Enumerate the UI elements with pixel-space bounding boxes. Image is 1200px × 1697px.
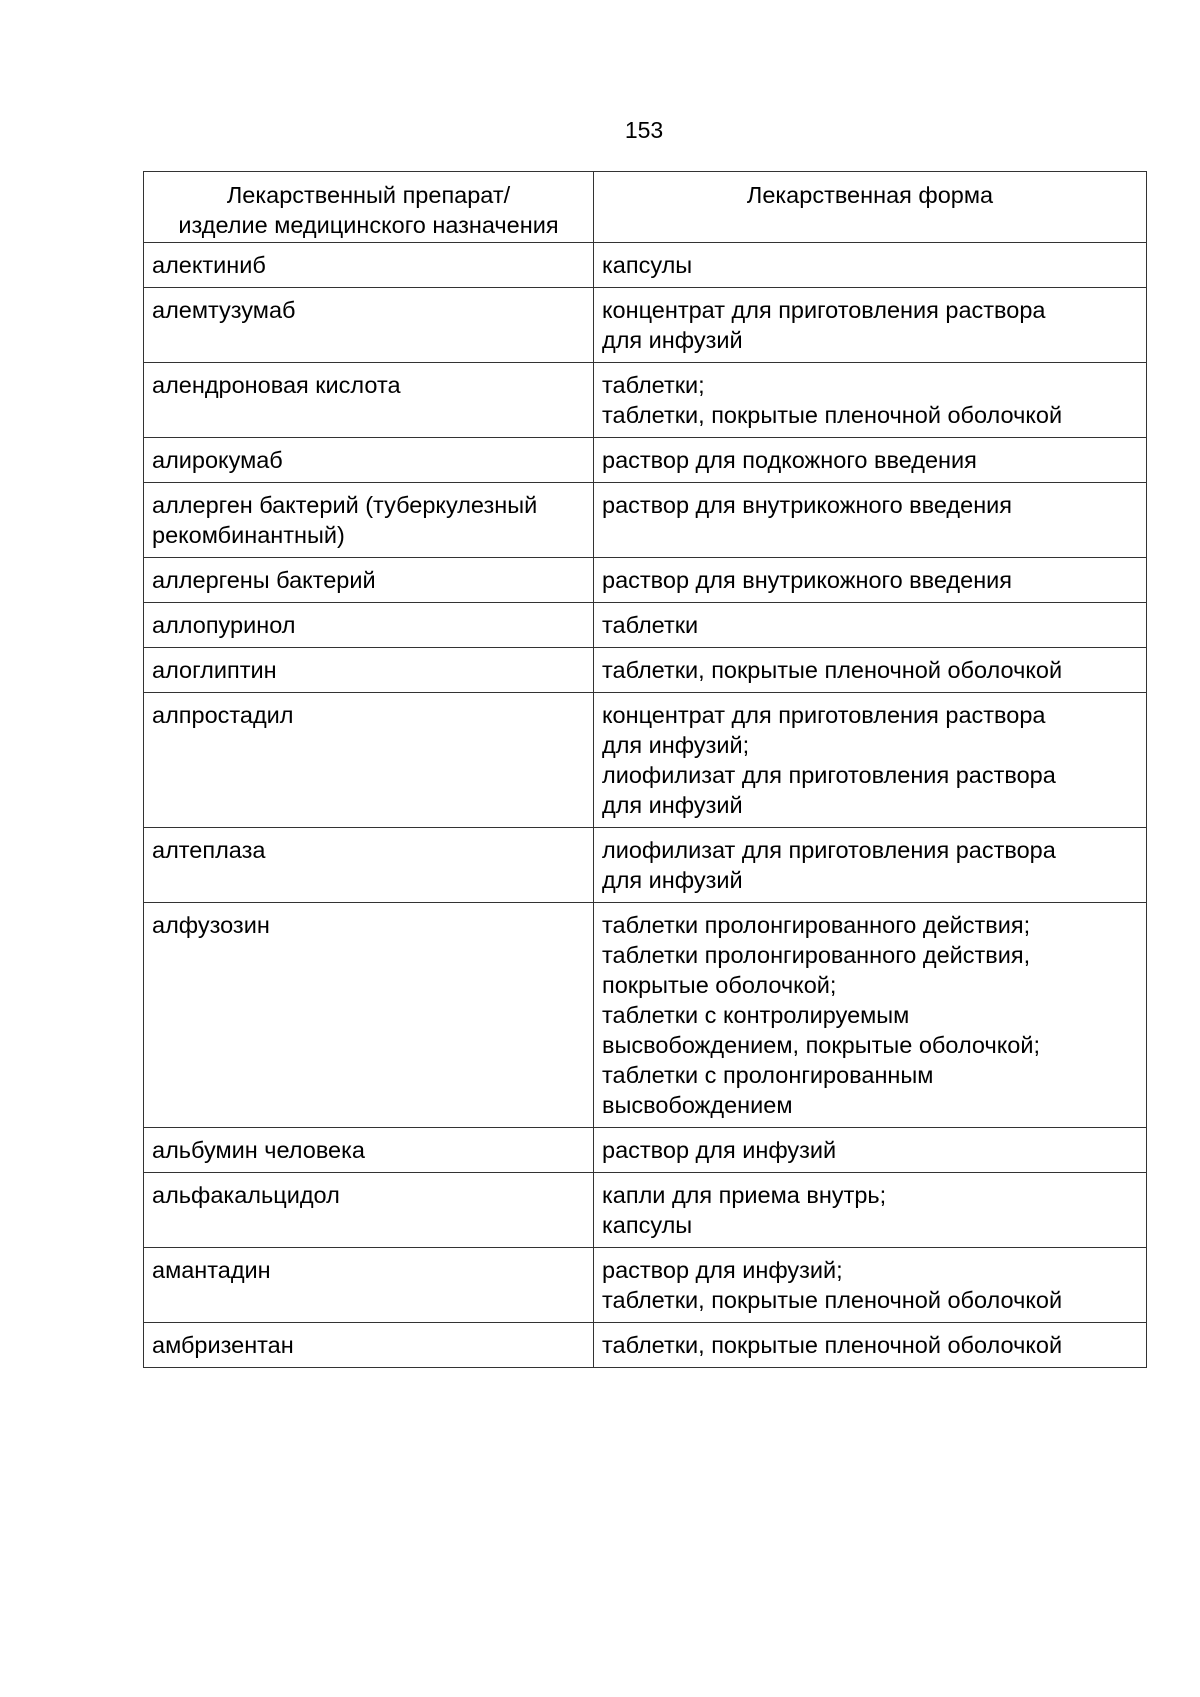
- drug-form-line: капсулы: [602, 252, 693, 278]
- table-row: [144, 483, 1147, 558]
- drug-form-cell: [594, 483, 1147, 558]
- drug-form-line: раствор для подкожного введения: [602, 447, 977, 473]
- header-line: изделие медицинского назначения: [178, 212, 559, 238]
- drug-form-line: раствор для инфузий: [602, 1137, 837, 1163]
- drug-form-line: капсулы: [602, 1212, 693, 1238]
- page-number: 153: [624, 117, 664, 143]
- drug-form-line: лиофилизат для приготовления раствора: [602, 837, 1056, 863]
- drug-form-cell: [594, 288, 1147, 363]
- table-row: [144, 903, 1147, 1128]
- drug-name-line: аллерген бактерий (туберкулезный: [152, 492, 538, 518]
- drug-form-cell: [594, 558, 1147, 603]
- drug-name-line: альбумин человека: [152, 1137, 365, 1163]
- drug-form-cell: [594, 363, 1147, 438]
- drug-name-line: алтеплаза: [152, 837, 266, 863]
- drug-form-line: таблетки с контролируемым: [602, 1002, 910, 1028]
- drug-form-line: таблетки пролонгированного действия;: [602, 912, 1031, 938]
- drug-name-cell: [144, 903, 594, 1128]
- drug-name-cell: [144, 243, 594, 288]
- drug-form-line: концентрат для приготовления раствора: [602, 297, 1046, 323]
- drug-form-cell: [594, 603, 1147, 648]
- drug-form-line: таблетки, покрытые пленочной оболочкой: [602, 657, 1063, 683]
- table-header-row: [144, 172, 1147, 243]
- drug-form-line: покрытые оболочкой;: [602, 972, 837, 998]
- drug-form-cell: [594, 1173, 1147, 1248]
- header-line: Лекарственный препарат/: [226, 182, 511, 208]
- drug-form-line: для инфузий;: [602, 732, 750, 758]
- header-line: Лекарственная форма: [746, 182, 994, 208]
- table-row: [144, 243, 1147, 288]
- drug-name-cell: [144, 648, 594, 693]
- drug-form-cell: [594, 828, 1147, 903]
- header-form: [594, 172, 1147, 243]
- drug-name-line: аллергены бактерий: [152, 567, 376, 593]
- drug-form-line: раствор для внутрикожного введения: [602, 492, 1013, 518]
- drug-name-cell: [144, 828, 594, 903]
- table-row: [144, 1323, 1147, 1368]
- drug-name-cell: [144, 1128, 594, 1173]
- drug-name-line: амантадин: [152, 1257, 271, 1283]
- table-row: [144, 1248, 1147, 1323]
- table-row: [144, 1173, 1147, 1248]
- drug-form-line: высвобождением: [602, 1092, 793, 1118]
- drug-name-cell: [144, 693, 594, 828]
- drug-form-line: высвобождением, покрытые оболочкой;: [602, 1032, 1040, 1058]
- drug-name-cell: [144, 1248, 594, 1323]
- drug-form-cell: [594, 438, 1147, 483]
- drug-form-line: для инфузий: [602, 867, 743, 893]
- drug-form-cell: [594, 1128, 1147, 1173]
- table-row: [144, 693, 1147, 828]
- drug-form-line: для инфузий: [602, 792, 743, 818]
- table-row: [144, 288, 1147, 363]
- drug-name-line: аллопуринол: [152, 612, 296, 638]
- drug-name-cell: [144, 438, 594, 483]
- drug-name-line: алфузозин: [152, 912, 270, 938]
- drug-name-line: рекомбинантный): [152, 522, 345, 548]
- drug-name-line: амбризентан: [152, 1332, 294, 1358]
- table-row: [144, 828, 1147, 903]
- drug-form-line: таблетки;: [602, 372, 705, 398]
- table-row: [144, 1128, 1147, 1173]
- drug-name-cell: [144, 1173, 594, 1248]
- drug-form-cell: [594, 693, 1147, 828]
- table-row: [144, 558, 1147, 603]
- drug-name-cell: [144, 483, 594, 558]
- drug-name-line: алирокумаб: [152, 447, 283, 473]
- drug-form-line: таблетки: [602, 612, 699, 638]
- drug-form-cell: [594, 243, 1147, 288]
- drug-name-cell: [144, 363, 594, 438]
- drug-form-line: раствор для внутрикожного введения: [602, 567, 1013, 593]
- drug-form-cell: [594, 903, 1147, 1128]
- table-row: [144, 438, 1147, 483]
- table-body: [144, 243, 1147, 1368]
- table-row: [144, 363, 1147, 438]
- table-row: [144, 603, 1147, 648]
- drug-form-line: таблетки, покрытые пленочной оболочкой: [602, 402, 1063, 428]
- drug-name-line: алендроновая кислота: [152, 372, 401, 398]
- drug-form-line: лиофилизат для приготовления раствора: [602, 762, 1056, 788]
- drug-name-line: алпростадил: [152, 702, 294, 728]
- drug-name-cell: [144, 603, 594, 648]
- drug-form-line: таблетки, покрытые пленочной оболочкой: [602, 1332, 1063, 1358]
- drug-form-cell: [594, 1248, 1147, 1323]
- drug-form-line: таблетки с пролонгированным: [602, 1062, 934, 1088]
- header-drug: [144, 172, 594, 243]
- drug-form-line: концентрат для приготовления раствора: [602, 702, 1046, 728]
- drug-form-line: раствор для инфузий;: [602, 1257, 843, 1283]
- drug-name-cell: [144, 1323, 594, 1368]
- drug-form-line: таблетки пролонгированного действия,: [602, 942, 1031, 968]
- drug-form-line: для инфузий: [602, 327, 743, 353]
- drug-form-line: таблетки, покрытые пленочной оболочкой: [602, 1287, 1063, 1313]
- drug-name-cell: [144, 288, 594, 363]
- drug-form-cell: [594, 648, 1147, 693]
- drug-forms-table: [143, 171, 1147, 1368]
- table-row: [144, 648, 1147, 693]
- drug-name-line: алоглиптин: [152, 657, 277, 683]
- drug-name-line: алектиниб: [152, 252, 266, 278]
- drug-form-cell: [594, 1323, 1147, 1368]
- drug-name-cell: [144, 558, 594, 603]
- drug-name-line: алемтузумаб: [152, 297, 296, 323]
- drug-name-line: альфакальцидол: [152, 1182, 340, 1208]
- drug-form-line: капли для приема внутрь;: [602, 1182, 887, 1208]
